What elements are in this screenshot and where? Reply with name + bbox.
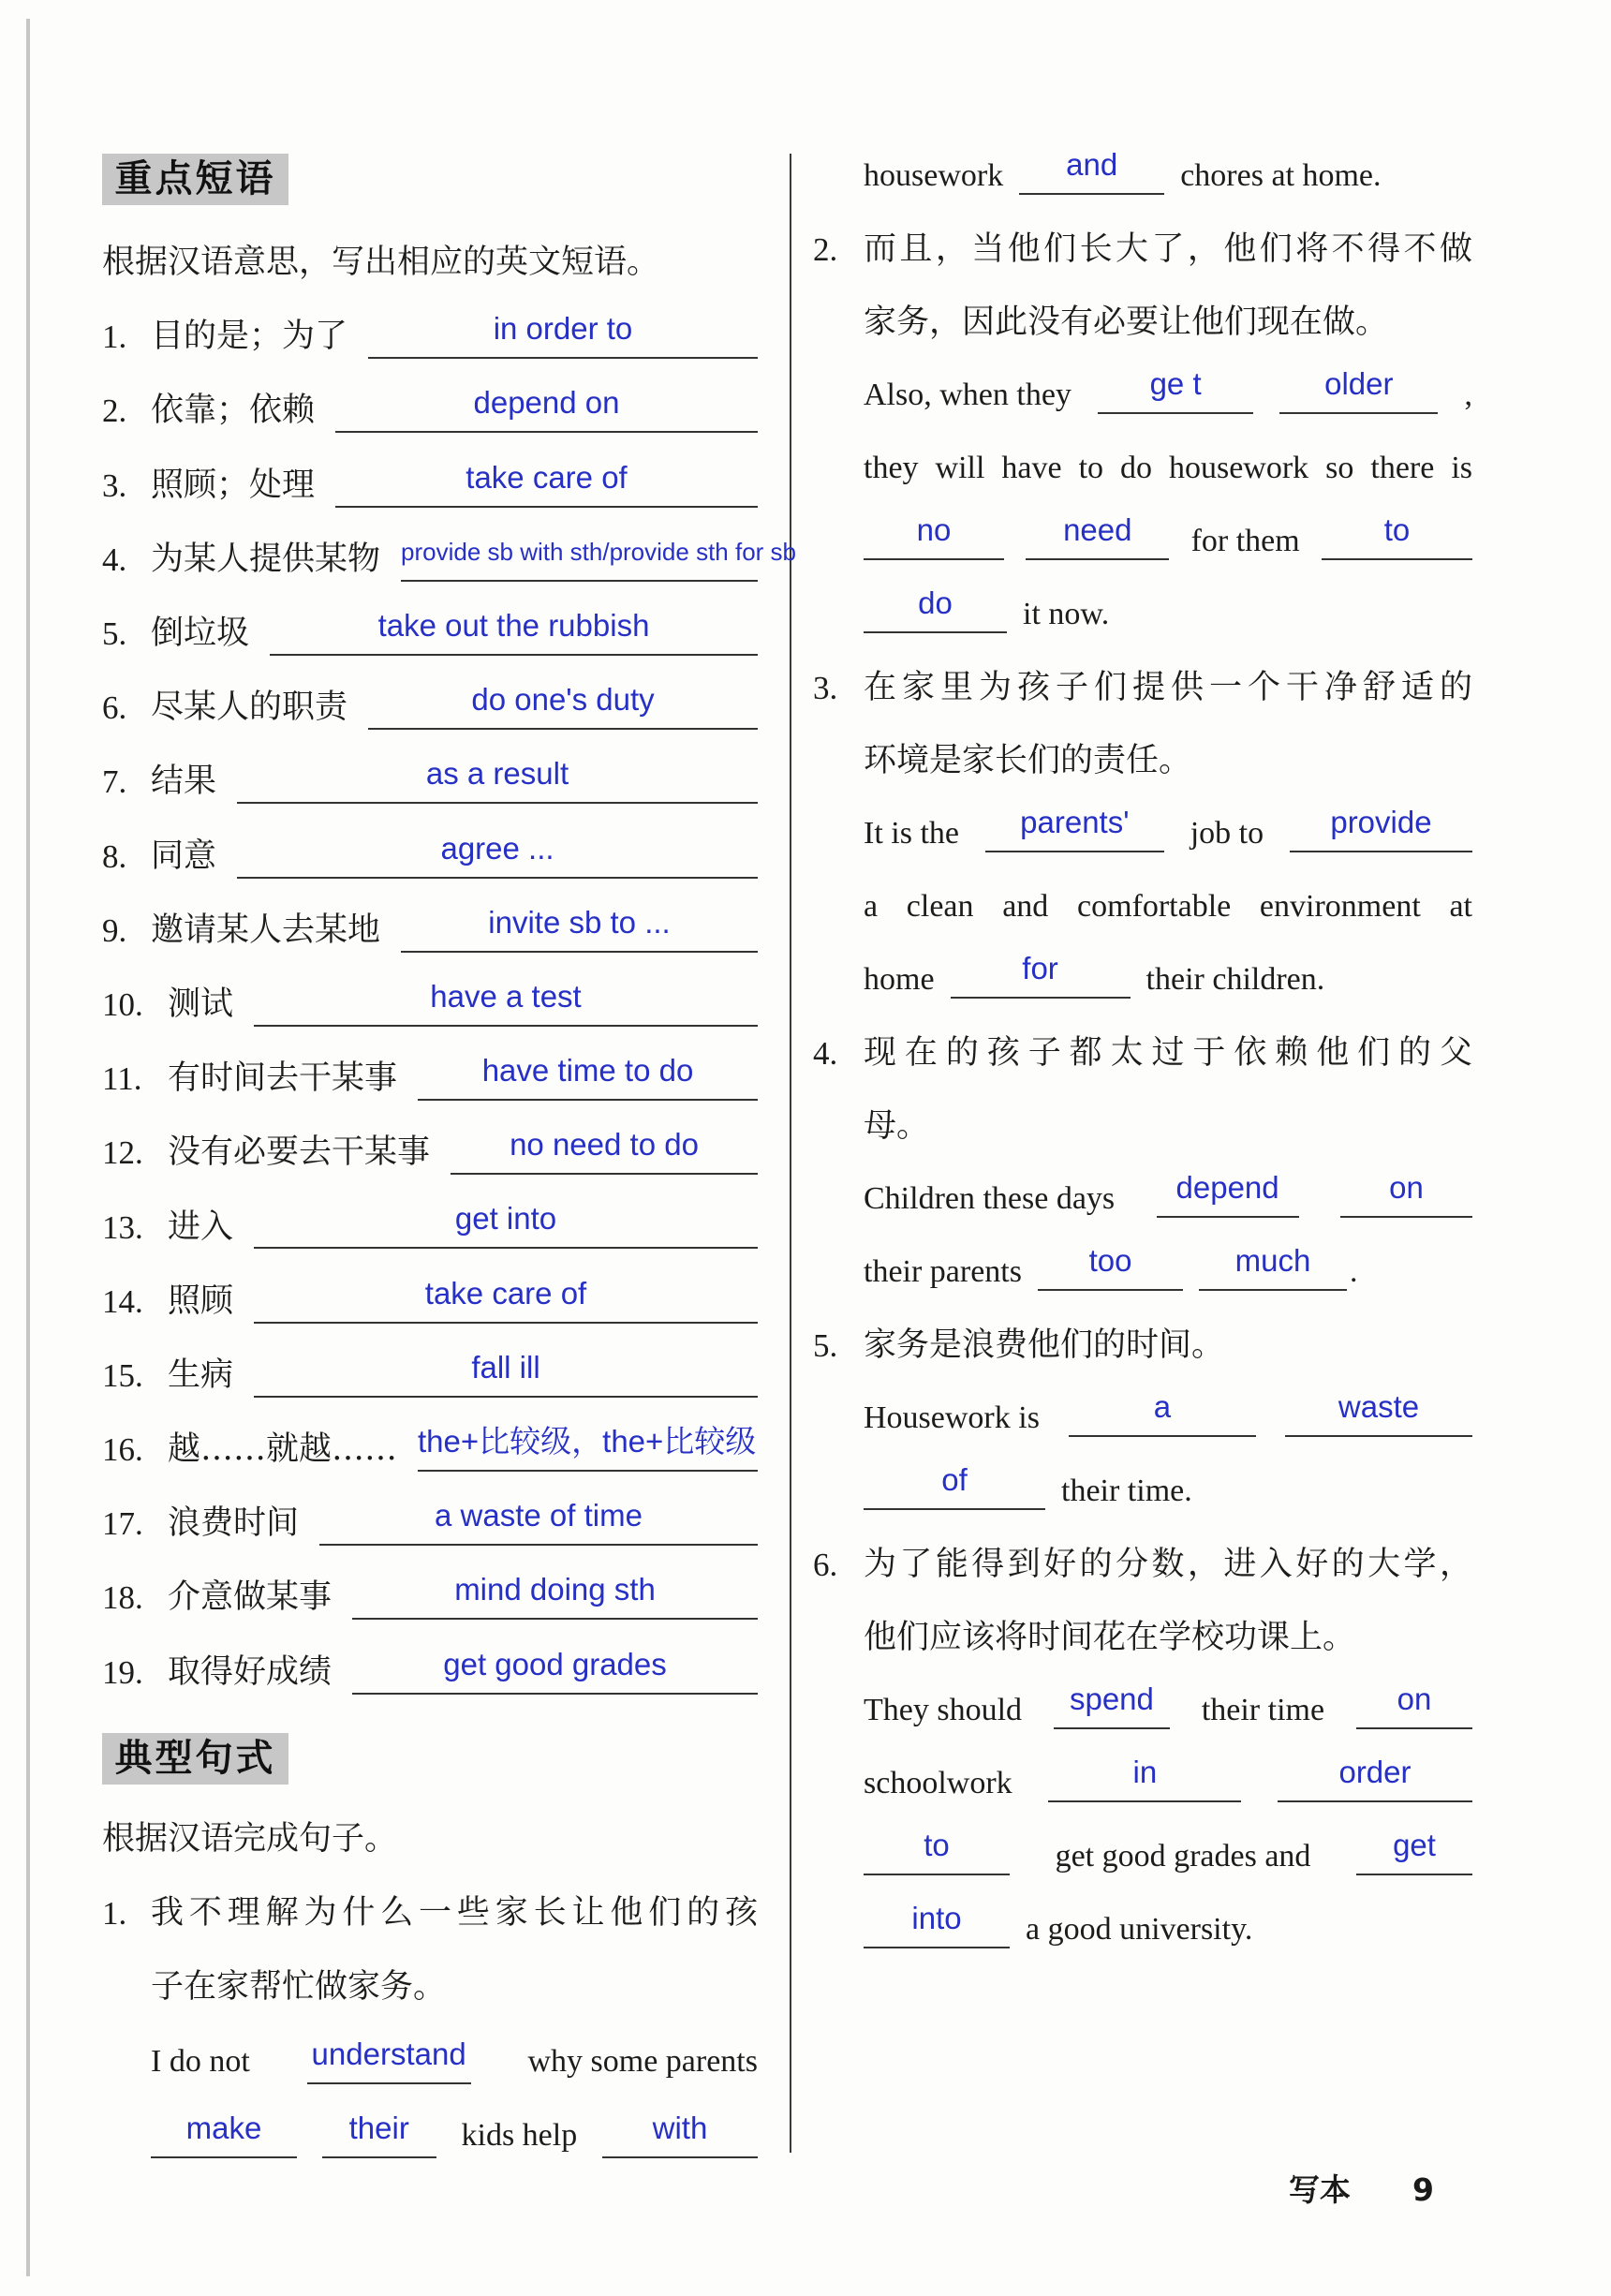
answer-blank [1285,1382,1472,1437]
answer-blank [319,1487,758,1546]
question-en-line [813,432,1472,505]
answer-blank [335,374,758,433]
handwritten-answer: older [1324,366,1394,401]
answer-blank [254,968,758,1027]
phrase-item [102,1487,758,1561]
question-cn-text: 现在的孩子都太过于依赖他们的父 [864,1033,1472,1072]
question-en-text: get good grades and [1055,1839,1311,1874]
item-prompt: 浪费时间 [168,1504,300,1543]
handwritten-answer: get [1393,1828,1436,1862]
item-prompt: 同意 [151,837,217,875]
phrase-list [102,226,796,1710]
handwritten-answer: into [911,1901,962,1935]
phrase-item [102,374,758,448]
item-number: 6. [102,689,127,727]
question-number: 1. [102,1895,127,1933]
section-title-sentences: 典型句式 [102,1733,288,1785]
item-prompt: 介意做某事 [168,1578,333,1617]
item-number: 4. [102,541,127,578]
question-en-line [813,1747,1472,1820]
item-number: 3. [102,467,127,504]
page-number: 9 [1412,2171,1434,2208]
item-prompt: 越……就越…… [168,1430,398,1469]
handwritten-answer: get into [454,1201,557,1237]
handwritten-answer: take care of [424,1275,587,1311]
handwritten-answer: agree ... [440,830,554,866]
question-cn-line [813,1309,1472,1382]
answer-blank [151,2099,297,2158]
question-number: 3. [813,669,838,706]
question-en-line [813,1236,1472,1309]
phrase-item [102,671,758,745]
item-prompt: 尽某人的职责 [151,689,348,727]
answer-blank [254,1339,758,1398]
handwritten-answer: fall ill [471,1349,540,1385]
question-en-text: chores at home. [1180,158,1382,193]
handwritten-answer: take out the rubbish [377,607,650,643]
phrase-item [102,1413,758,1487]
phrase-instruction-row [102,226,758,300]
question-en-text: home [864,962,935,997]
answer-blank [1157,1163,1299,1218]
question-cn-line [813,1089,1472,1163]
sentence-question-1 [102,1802,758,2173]
phrase-item [102,1636,758,1710]
question-number: 2. [813,230,838,268]
handwritten-answer: make [185,2110,262,2145]
handwritten-answer: and [1066,147,1118,182]
question-en-line [813,359,1472,432]
item-number: 15. [102,1356,143,1394]
handwritten-answer: as a result [425,756,569,792]
question-en-text: why some parents [527,2044,758,2080]
phrase-item [102,1116,758,1190]
phrase-item [102,1190,758,1264]
item-prompt: 邀请某人去某地 [151,911,381,949]
question-en-line [813,797,1472,870]
handwritten-answer: invite sb to ... [488,904,671,940]
item-number: 19. [102,1653,143,1691]
answer-blank [951,943,1131,999]
item-prompt: 取得好成绩 [168,1652,333,1691]
question-cn-line [813,651,1472,724]
question-en-text: Children these days [864,1181,1116,1216]
answer-blank [368,300,758,359]
item-number: 11. [102,1060,142,1098]
item-number: 1. [102,318,127,356]
handwritten-answer: in order to [493,311,633,347]
handwritten-answer: a waste of time [435,1498,643,1533]
right-column [813,140,1472,1966]
answer-blank [418,1413,758,1472]
question-en-line [813,505,1472,578]
answer-blank [864,578,1007,633]
question-en-text: it now. [1023,597,1110,631]
answer-blank [1054,1674,1170,1729]
phrase-item [102,1339,758,1413]
handwritten-answer: have a test [430,978,582,1014]
question-cn-text: 在家里为孩子们提供一个干净舒适的 [864,668,1472,706]
phrase-item [102,449,758,523]
handwritten-answer: waste [1338,1389,1420,1424]
item-prompt: 生病 [168,1355,234,1394]
question-cn-text: 家务，因此没有必要让他们现在做。 [864,303,1389,341]
question-en-text: job to [1190,816,1264,851]
question-cn-line [813,286,1472,359]
question-cn-text: 环境是家长们的责任。 [864,741,1192,779]
phrase-item [102,597,758,671]
answer-blank [1290,797,1472,852]
item-prompt: 有时间去干某事 [168,1059,398,1098]
answer-blank [322,2099,436,2158]
item-number: 17. [102,1505,143,1543]
answer-blank [237,820,758,879]
answer-blank [254,1190,758,1249]
scan-edge [26,19,30,2276]
answer-blank [401,523,796,582]
answer-blank [307,2025,471,2084]
handwritten-answer: no need to do [510,1127,699,1163]
question-en-text: They should [864,1693,1023,1727]
question-en-text: their time [1201,1693,1325,1727]
question-cn-text: 我不理解为什么一些家长让他们的孩 [151,1894,758,1933]
question-en-line [813,1893,1472,1966]
question-en-text: Housework is [864,1400,1040,1435]
section-title-phrases: 重点短语 [102,154,288,205]
question-en-text: It is the [864,816,959,851]
question-en-text: their parents [864,1254,1022,1289]
question-en-text: schoolwork [864,1766,1012,1800]
question-cn-line [102,1876,758,1950]
answer-blank [335,449,758,508]
item-number: 18. [102,1579,143,1617]
question-cn-text: 他们应该将时间花在学校功课上。 [864,1618,1356,1656]
question-en-line [813,943,1472,1016]
question-cn-text: 子在家帮忙做家务。 [151,1968,447,2007]
answer-blank [237,745,758,804]
answer-blank [1322,505,1472,560]
handwritten-answer: for [1022,951,1058,985]
question-en-line [813,1820,1472,1893]
handwritten-answer: need [1063,512,1132,547]
handwritten-answer: a [1153,1389,1172,1424]
answer-blank [1340,1163,1472,1218]
handwritten-answer: to [924,1828,950,1862]
question-number: 6. [813,1546,838,1583]
answer-blank [864,1893,1010,1948]
question-en-text: a clean and comfortable environment at [864,889,1472,924]
question-number: 5. [813,1326,838,1364]
question-en-text: . [1350,1254,1358,1289]
handwritten-answer: in [1132,1755,1158,1789]
item-prompt: 目的是；为了 [151,318,348,356]
question-cn-text: 母。 [864,1106,930,1145]
handwritten-answer: depend [1175,1170,1279,1205]
handwritten-answer: provide sb with sth/provide sth for sb [401,537,796,566]
answer-blank [1279,359,1438,414]
sentences-instruction: 根据汉语完成句子。 [102,1820,398,1859]
handwritten-answer: ge t [1149,366,1202,401]
question-en-line [102,2099,758,2173]
item-number: 5. [102,615,127,653]
handwritten-answer: too [1088,1243,1132,1278]
item-number: 9. [102,911,127,949]
question-en-text: for them [1190,524,1300,558]
handwritten-answer: provide [1330,805,1432,839]
handwritten-answer: spend [1069,1681,1154,1716]
item-number: 2. [102,393,127,430]
handwritten-answer: depend on [473,385,620,421]
question-en-line [813,1674,1472,1747]
phrase-item [102,300,758,374]
handwritten-answer: do [918,585,953,620]
answer-blank [1278,1747,1472,1802]
question-en-line [102,2025,758,2099]
answer-blank [418,1042,758,1101]
question-en-line [813,1455,1472,1528]
question-cn-line [102,1950,758,2024]
answer-blank [602,2099,758,2158]
phrase-item [102,1561,758,1635]
question-en-text: a good university. [1026,1912,1253,1947]
handwritten-answer: no [916,512,952,547]
item-prompt: 倒垃圾 [151,615,250,653]
question-en-text: their children. [1145,962,1325,997]
handwritten-answer: their [348,2110,409,2145]
item-prompt: 照顾；处理 [151,466,316,504]
question-en-text: Also, when they [864,378,1072,412]
handwritten-answer: the+比较级，the+比较级 [418,1424,757,1459]
phrase-item [102,820,758,894]
item-prompt: 没有必要去干某事 [168,1133,431,1172]
question-cn-line [813,1601,1472,1674]
handwritten-answer: parents' [1020,805,1130,839]
item-number: 7. [102,763,127,801]
handwritten-answer: on [1389,1170,1424,1205]
question-en-line [813,140,1472,213]
phrase-item [102,745,758,819]
answer-blank [864,1820,1010,1875]
handwritten-answer: mind doing sth [454,1572,656,1607]
question-en-text: they will have to do housework so there is [864,451,1472,485]
phrase-item [102,523,796,597]
item-prompt: 为某人提供某物 [151,540,381,578]
answer-blank [1019,140,1164,195]
answer-blank [352,1636,758,1695]
phrase-instruction: 根据汉语意思，写出相应的英文短语。 [102,244,660,282]
question-en-line [813,870,1472,943]
phrase-item [102,1265,758,1339]
item-prompt: 照顾 [168,1281,234,1320]
answer-blank [1199,1236,1347,1291]
question-en-text: housework [864,158,1004,193]
question-en-text: I do not [151,2044,250,2080]
item-number: 13. [102,1208,143,1246]
handwritten-answer: do one's duty [471,682,655,718]
item-number: 12. [102,1134,143,1172]
answer-blank [985,797,1164,852]
answer-blank [1026,505,1169,560]
handwritten-answer: order [1338,1755,1411,1789]
answer-blank [254,1265,758,1324]
question-en-line [813,1163,1472,1236]
question-cn-text: 为了能得到好的分数，进入好的大学， [864,1545,1472,1583]
item-prompt: 依靠；依赖 [151,392,316,430]
answer-blank [401,894,758,953]
phrase-item [102,1042,758,1116]
footer-label: 写本 [1289,2171,1351,2208]
handwritten-answer: with [652,2110,708,2145]
question-en-text: , [1464,378,1472,412]
answer-blank [451,1116,758,1175]
handwritten-answer: on [1397,1681,1432,1716]
item-prompt: 测试 [168,985,234,1023]
question-cn-line [813,1016,1472,1089]
question-cn-line [813,213,1472,286]
handwritten-answer: have time to do [481,1053,694,1089]
phrase-item [102,894,758,968]
handwritten-answer: take care of [466,459,628,495]
item-prompt: 结果 [151,763,217,801]
handwritten-answer: much [1234,1243,1311,1278]
question-en-line [813,1382,1472,1455]
answer-blank [1098,359,1253,414]
item-number: 8. [102,837,127,875]
phrase-item [102,968,758,1042]
question-number: 4. [813,1034,838,1072]
question-cn-text: 家务是浪费他们的时间。 [864,1326,1225,1364]
question-cn-line [813,724,1472,797]
handwritten-answer: understand [311,2036,466,2071]
answer-blank [270,597,758,656]
question-cn-text: 而且，当他们长大了，他们将不得不做 [864,230,1472,268]
handwritten-answer: of [941,1462,968,1497]
question-en-line [813,578,1472,651]
answer-blank [1069,1382,1256,1437]
answer-blank [352,1561,758,1620]
question-en-text: kids help [461,2118,578,2154]
answer-blank [1356,1674,1472,1729]
handwritten-answer: to [1383,512,1411,547]
answer-blank [864,505,1004,560]
question-en-text: their time. [1061,1474,1192,1508]
item-number: 16. [102,1431,143,1469]
item-prompt: 进入 [168,1207,234,1246]
answer-blank [864,1455,1045,1510]
answer-blank [1048,1747,1241,1802]
question-cn-line [813,1528,1472,1601]
answer-blank [1356,1820,1472,1875]
sentences-instruction-row [102,1802,758,1876]
item-number: 14. [102,1282,143,1320]
handwritten-answer: get good grades [443,1646,667,1681]
answer-blank [368,671,758,730]
item-number: 10. [102,985,143,1023]
